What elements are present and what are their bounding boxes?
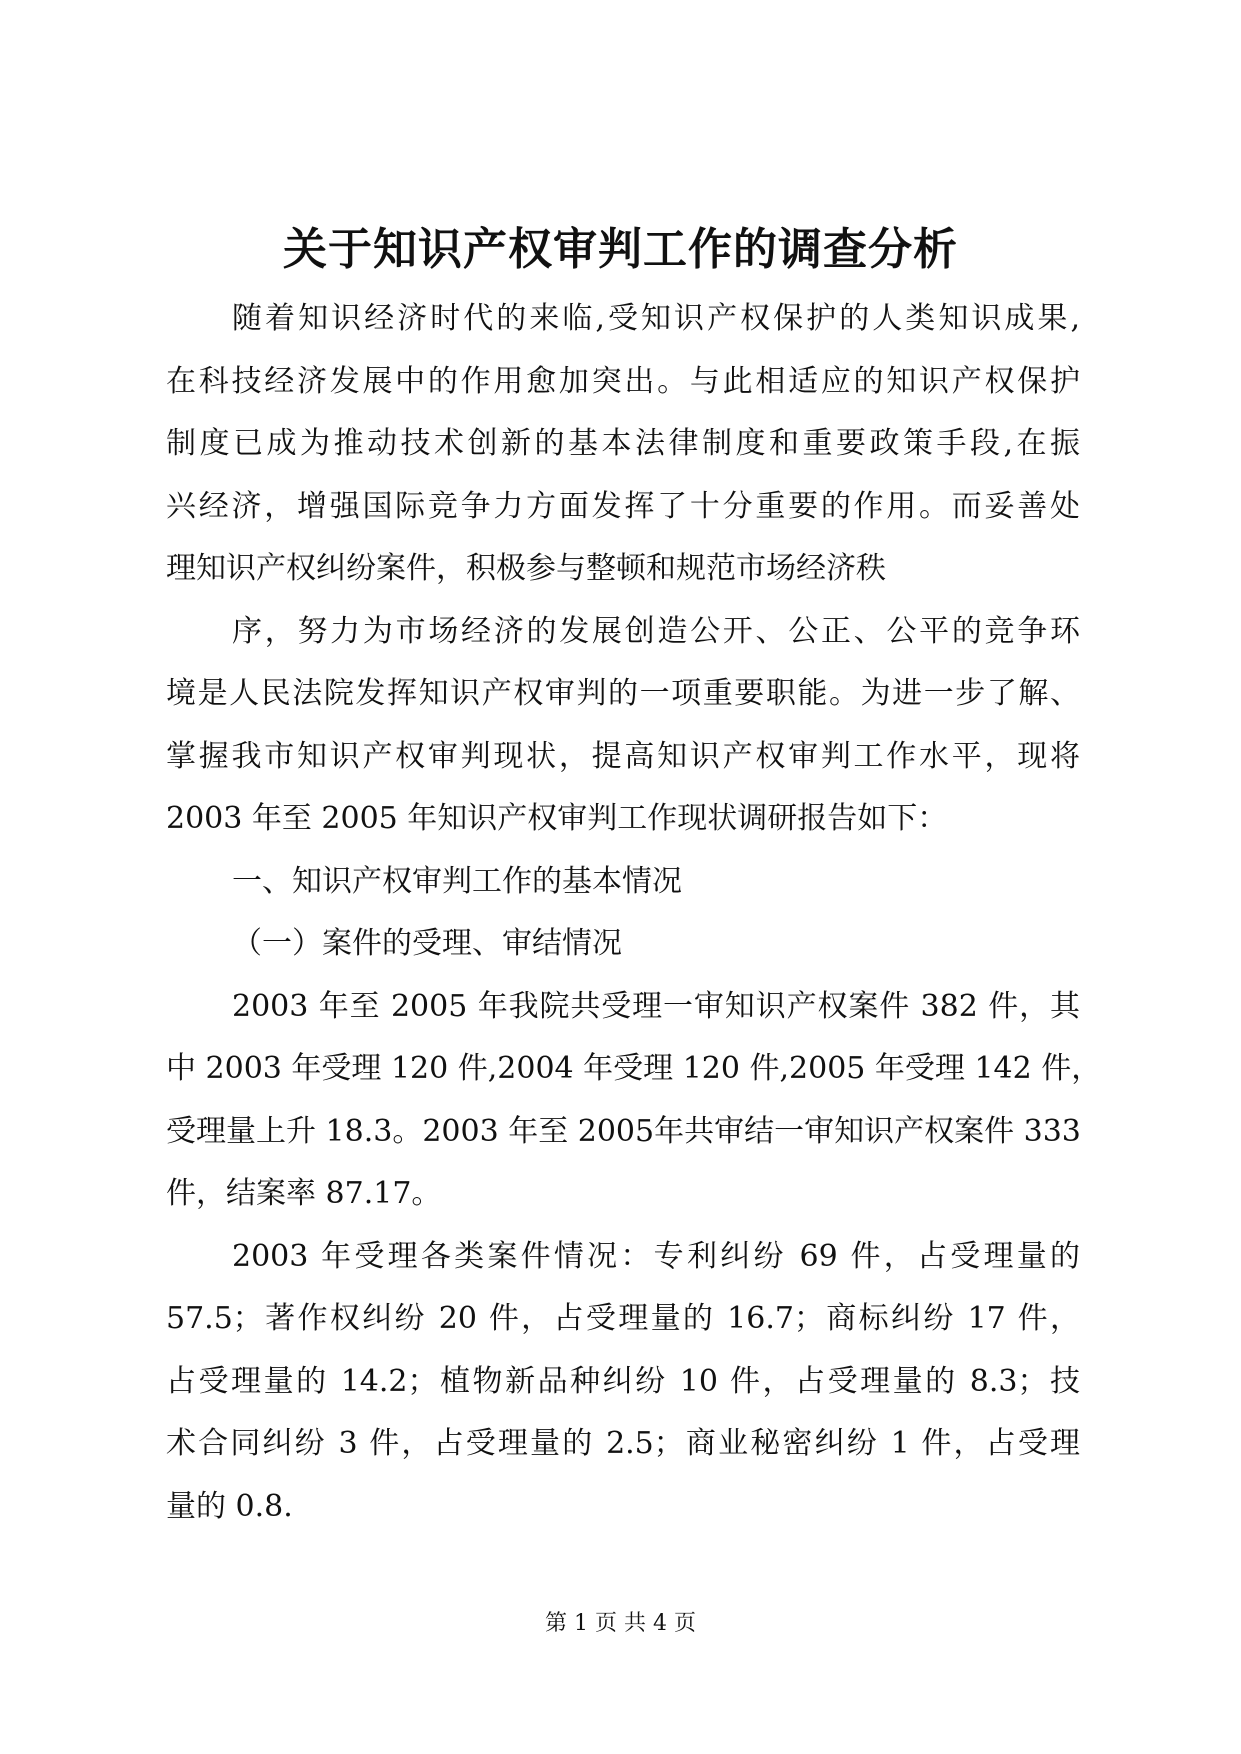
section-heading: 一、知识产权审判工作的基本情况 <box>232 863 682 899</box>
page-footer: 第 1 页 共 4 页 <box>545 1611 696 1636</box>
subsection-heading: （一）案件的受理、审结情况 <box>232 926 622 961</box>
body-line: 57.5；著作权纠纷 20 件，占受理量的 16.7；商标纠纷 17 件， <box>166 1301 1080 1336</box>
body-line: 2003 年至 2005 年我院共受理一审知识产权案件 382 件，其 <box>232 988 1080 1024</box>
document-body <box>166 288 1102 1538</box>
body-line: 中 2003 年受理 120 件,2004 年受理 120 件,2005 年受理 142 件， <box>166 1051 1102 1086</box>
body-line: 2003 年受理各类案件情况：专利纠纷 69 件，占受理量的 <box>232 1238 1080 1274</box>
document-title: 关于知识产权审判工作的调查分析 <box>283 224 958 275</box>
body-line: 理知识产权纠纷案件，积极参与整顿和规范市场经济秩 <box>166 551 886 586</box>
body-line: 2003 年至 2005 年知识产权审判工作现状调研报告如下： <box>166 801 948 836</box>
body-line: 序，努力为市场经济的发展创造公开、公正、公平的竞争环 <box>232 613 1080 649</box>
body-line: 术合同纠纷 3 件，占受理量的 2.5；商业秘密纠纷 1 件，占受理 <box>166 1426 1080 1461</box>
body-line: 在科技经济发展中的作用愈加突出。与此相适应的知识产权保护 <box>166 363 1080 399</box>
body-line: 境是人民法院发挥知识产权审判的一项重要职能。为进一步了解、 <box>166 676 1080 711</box>
body-line: 受理量上升 18.3。2003 年至 2005年共审结一审知识产权案件 333 <box>166 1113 1081 1149</box>
body-line: 制度已成为推动技术创新的基本法律制度和重要政策手段,在振 <box>166 426 1080 461</box>
body-line: 兴经济，增强国际竞争力方面发挥了十分重要的作用。而妥善处 <box>166 488 1080 524</box>
body-line: 随着知识经济时代的来临,受知识产权保护的人类知识成果, <box>232 301 1080 336</box>
body-line: 量的 0.8. <box>166 1488 293 1524</box>
body-line: 件，结案率 87.17。 <box>166 1176 442 1211</box>
body-line: 占受理量的 14.2；植物新品种纠纷 10 件，占受理量的 8.3；技 <box>166 1363 1080 1399</box>
body-line: 掌握我市知识产权审判现状，提高知识产权审判工作水平，现将 <box>166 738 1080 774</box>
